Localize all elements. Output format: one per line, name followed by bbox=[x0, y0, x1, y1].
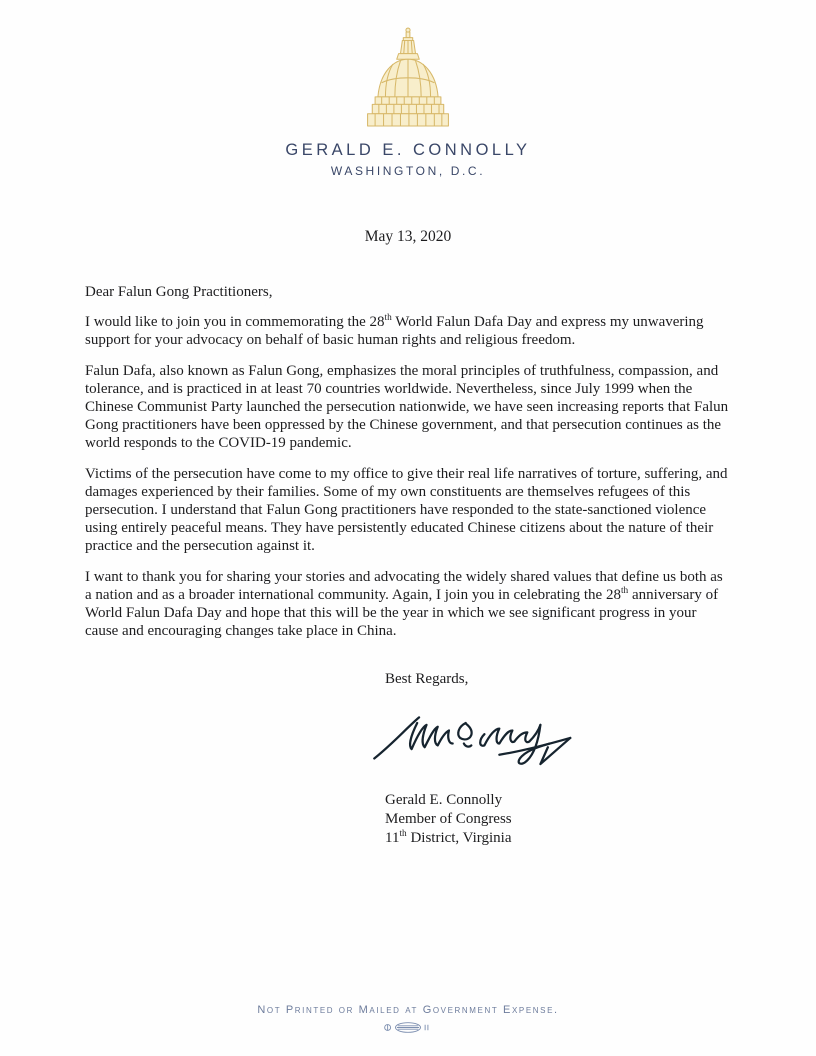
signer-name: Gerald E. Connolly bbox=[385, 791, 503, 808]
paragraph-1-text-cont: World Falun Dafa Day and express my unwavering support for your advocacy on behalf of basic human rights and religious freedom. bbox=[85, 314, 704, 349]
district-text: District, Virginia bbox=[406, 829, 512, 846]
footer bbox=[0, 1004, 816, 1035]
paragraph-4-text: I want to thank you for sharing your stories and advocating the widely shared values that define us both as a nation and as a broader international community. Again, I join you in celebrating the 28 bbox=[85, 568, 723, 603]
closing-block bbox=[385, 670, 733, 847]
signer-title: Member of Congress bbox=[385, 810, 512, 827]
paragraph-1-text: I would like to join you in commemorating the 28 bbox=[85, 314, 385, 331]
signer-district bbox=[385, 829, 733, 848]
connolly-signature bbox=[367, 695, 733, 779]
district-number: 11 bbox=[385, 829, 400, 846]
letterhead bbox=[0, 0, 816, 178]
letterhead-name: GERALD E. CONNOLLY bbox=[285, 141, 531, 159]
salutation: Dear Falun Gong Practitioners, bbox=[85, 284, 273, 300]
paragraph-4-text-cont: anniversary of World Falun Dafa Day and hope that this will be the year in which we see significant progress in your cause and encouraging changes take place in China. bbox=[85, 586, 719, 640]
letterhead-location: WASHINGTON, D.C. bbox=[330, 164, 486, 178]
valediction: Best Regards, bbox=[385, 671, 469, 688]
signature-name-block bbox=[385, 791, 733, 848]
letter-date: May 13, 2020 bbox=[364, 228, 452, 245]
paragraph-3: Victims of the persecution have come to my office to give their real life narratives of torture, suffering, and damages experienced by their families. Some of my own constituents are themselves refugees of this persecution. I understand that Falun Gong practitioners have responded to the state-sanctioned violence using entirely peaceful means. They have persistently educated Chinese citizens about the nature of their practice and the persecution against it. bbox=[85, 465, 728, 555]
ordinal-superscript: th bbox=[399, 828, 407, 839]
capitol-dome-icon bbox=[0, 26, 816, 132]
letter-body bbox=[85, 283, 733, 848]
footer-notice: Not Printed or Mailed at Government Expense. bbox=[257, 1004, 559, 1016]
ordinal-superscript: th bbox=[620, 585, 629, 596]
paragraph-4 bbox=[85, 568, 733, 641]
paragraph-1 bbox=[85, 313, 733, 349]
ordinal-superscript: th bbox=[384, 313, 392, 324]
paragraph-2: Falun Dafa, also known as Falun Gong, emphasizes the moral principles of truthfulness, compassion, and tolerance, and is practiced in at least 70 countries worldwide. Nevertheless, since July 1999 when the Chinese Communist Party launched the persecution nationwide, we have seen increasing reports that Falun Gong practitioners have been oppressed by the Chinese government, and that persecution continues as the world responds to the COVID-19 pandemic. bbox=[85, 362, 729, 452]
union-printers-label-icon bbox=[0, 1020, 816, 1035]
